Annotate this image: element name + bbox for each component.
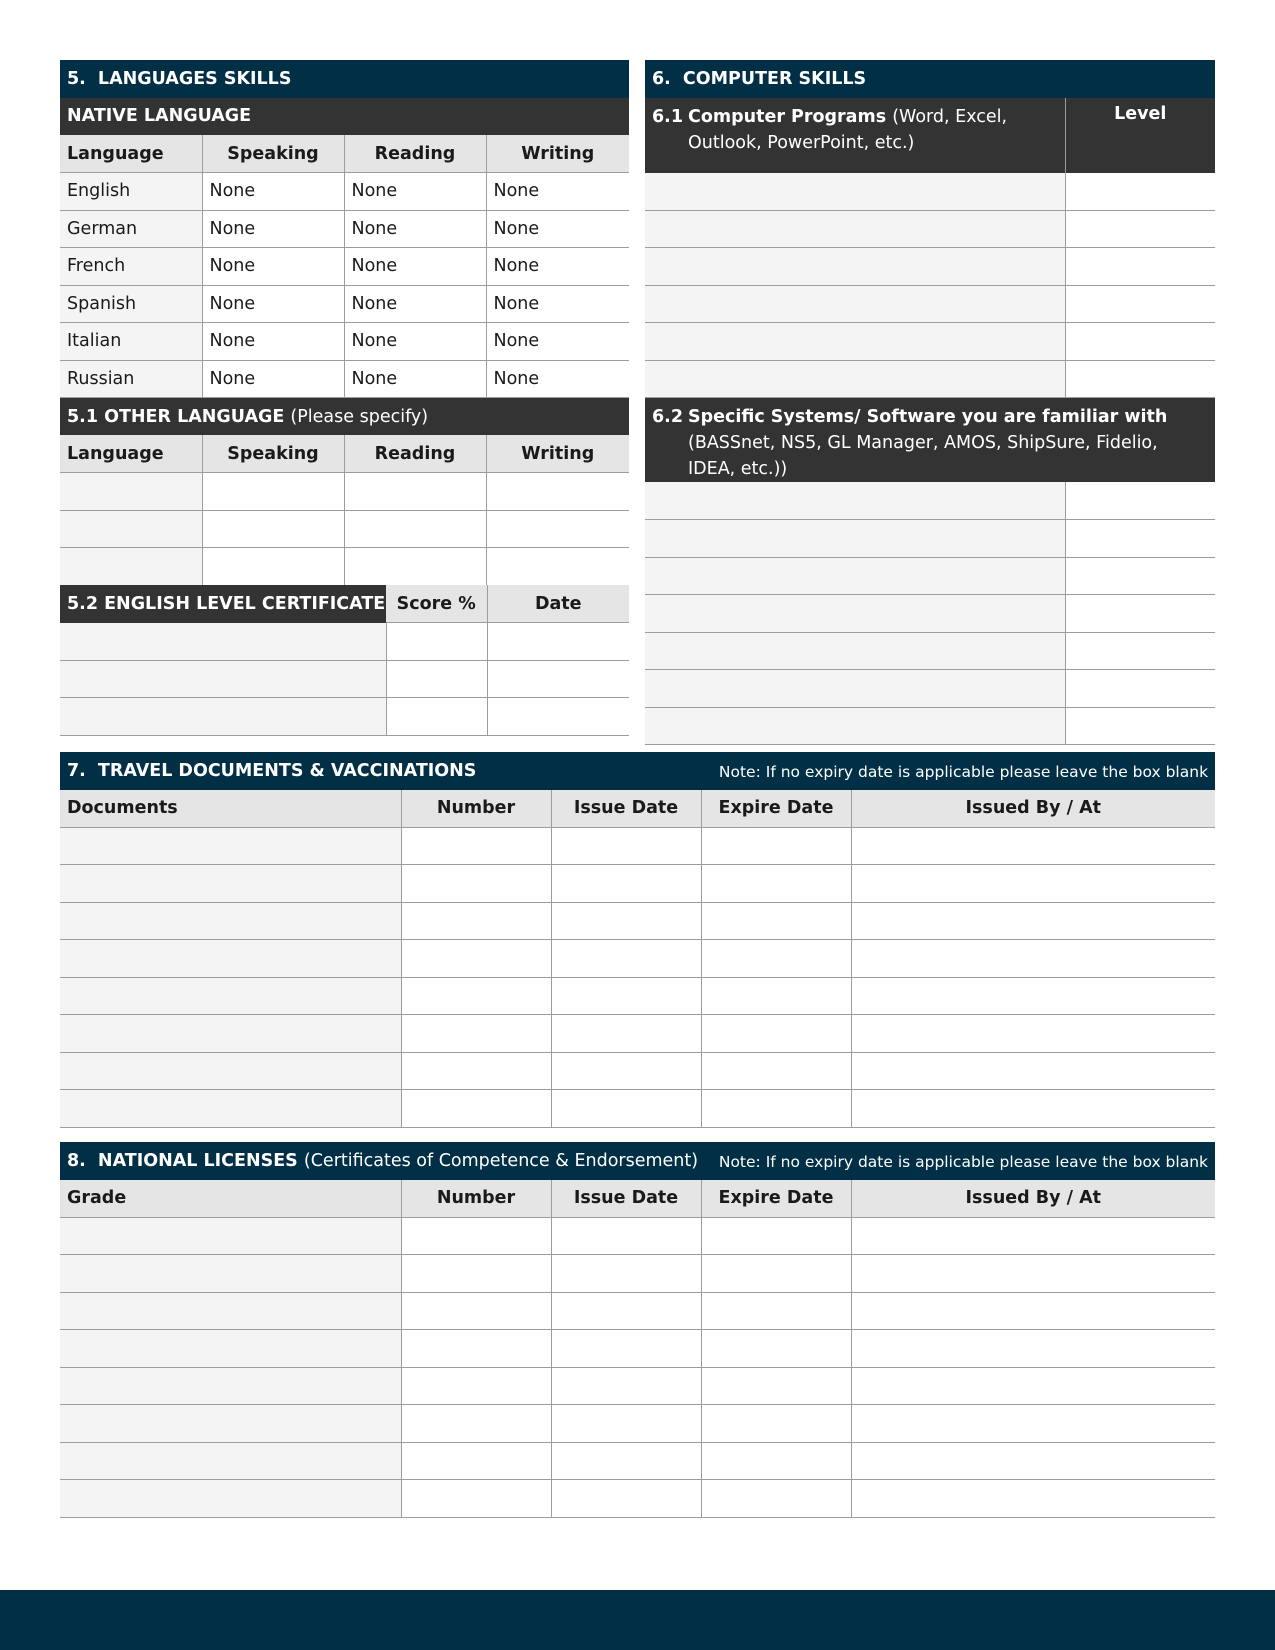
issued-by-field[interactable] xyxy=(851,1217,1215,1255)
reading-field[interactable]: None xyxy=(344,323,486,361)
reading-field[interactable]: None xyxy=(344,248,486,286)
level-field[interactable] xyxy=(1065,173,1215,211)
native-language-header: NATIVE LANGUAGE xyxy=(60,98,629,136)
issue-date-field[interactable] xyxy=(551,1255,701,1293)
level-field[interactable] xyxy=(1065,670,1215,708)
system-field[interactable] xyxy=(645,520,1065,558)
column-header: Writing xyxy=(486,135,629,173)
level-field[interactable] xyxy=(1065,520,1215,558)
national-licenses-table xyxy=(60,1142,1215,1518)
issue-date-field[interactable] xyxy=(551,1405,701,1443)
score-field[interactable] xyxy=(386,660,487,698)
table-row xyxy=(645,482,1215,520)
issue-date-field[interactable] xyxy=(551,1330,701,1368)
speaking-field[interactable]: None xyxy=(202,248,344,286)
section-title: LANGUAGES SKILLS xyxy=(97,68,292,89)
subsection-title: Specific Systems/ Software you are familiar with xyxy=(688,407,1168,427)
table-row xyxy=(60,285,629,323)
number-field[interactable] xyxy=(401,1442,551,1480)
program-field[interactable] xyxy=(645,210,1065,248)
table-row xyxy=(645,173,1215,211)
issue-date-field[interactable] xyxy=(551,977,701,1015)
expire-date-field[interactable] xyxy=(701,1367,851,1405)
expire-date-field[interactable] xyxy=(701,1480,851,1518)
program-field[interactable] xyxy=(645,173,1065,211)
table-row xyxy=(645,323,1215,361)
expire-date-field[interactable] xyxy=(701,827,851,865)
table-row xyxy=(60,173,629,211)
level-field[interactable] xyxy=(1065,323,1215,361)
language-cell: English xyxy=(60,173,202,211)
writing-field[interactable]: None xyxy=(486,285,629,323)
reading-field[interactable] xyxy=(344,510,486,548)
system-field[interactable] xyxy=(645,595,1065,633)
number-field[interactable] xyxy=(401,902,551,940)
table-row xyxy=(60,1367,1215,1405)
column-header: Speaking xyxy=(202,135,344,173)
column-header: Writing xyxy=(486,435,629,473)
expire-date-field[interactable] xyxy=(701,1405,851,1443)
number-field[interactable] xyxy=(401,1330,551,1368)
reading-field[interactable]: None xyxy=(344,210,486,248)
section-subtitle: (Certificates of Competence & Endorsement) xyxy=(303,1150,699,1171)
reading-field[interactable] xyxy=(344,548,486,586)
issued-by-field[interactable] xyxy=(851,1015,1215,1053)
column-header: Issued By / At xyxy=(851,1180,1215,1218)
column-header: Date xyxy=(487,585,629,623)
speaking-field[interactable] xyxy=(202,473,344,511)
number-field[interactable] xyxy=(401,865,551,903)
table-row xyxy=(60,1405,1215,1443)
travel-documents-table xyxy=(60,752,1215,1128)
column-header: Documents xyxy=(60,790,401,828)
section-number: 5. xyxy=(67,68,86,89)
subsection-number: 6.1 xyxy=(652,106,684,127)
section-8-header xyxy=(60,1142,1215,1180)
table-row xyxy=(645,210,1215,248)
writing-field[interactable]: None xyxy=(486,360,629,398)
table-row xyxy=(60,510,629,548)
number-field[interactable] xyxy=(401,1015,551,1053)
writing-field[interactable]: None xyxy=(486,173,629,211)
column-header: Reading xyxy=(344,135,486,173)
issued-by-field[interactable] xyxy=(851,1442,1215,1480)
languages-table xyxy=(60,60,629,586)
issued-by-field[interactable] xyxy=(851,1367,1215,1405)
table-row xyxy=(60,865,1215,903)
document-field[interactable] xyxy=(60,902,401,940)
table-row xyxy=(60,660,629,698)
computer-skills-table xyxy=(645,60,1215,745)
language-cell: Spanish xyxy=(60,285,202,323)
document-field[interactable] xyxy=(60,865,401,903)
writing-field[interactable]: None xyxy=(486,248,629,286)
column-header: Grade xyxy=(60,1180,401,1218)
level-field[interactable] xyxy=(1065,482,1215,520)
speaking-field[interactable]: None xyxy=(202,173,344,211)
score-field[interactable] xyxy=(386,698,487,736)
expire-date-field[interactable] xyxy=(701,1442,851,1480)
issued-by-field[interactable] xyxy=(851,1090,1215,1128)
writing-field[interactable]: None xyxy=(486,210,629,248)
issued-by-field[interactable] xyxy=(851,1330,1215,1368)
level-header: Level xyxy=(1065,98,1215,173)
level-field[interactable] xyxy=(1065,707,1215,745)
issue-date-field[interactable] xyxy=(551,1480,701,1518)
issue-date-field[interactable] xyxy=(551,940,701,978)
table-row xyxy=(60,210,629,248)
reading-field[interactable]: None xyxy=(344,173,486,211)
level-field[interactable] xyxy=(1065,210,1215,248)
issued-by-field[interactable] xyxy=(851,940,1215,978)
speaking-field[interactable]: None xyxy=(202,360,344,398)
number-field[interactable] xyxy=(401,977,551,1015)
system-field[interactable] xyxy=(645,632,1065,670)
section-title: TRAVEL DOCUMENTS & VACCINATIONS xyxy=(97,760,477,781)
english-certificate-table xyxy=(60,585,629,736)
level-field[interactable] xyxy=(1065,285,1215,323)
level-field[interactable] xyxy=(1065,248,1215,286)
other-language-hint: (Please specify) xyxy=(290,406,429,427)
table-row xyxy=(60,248,629,286)
document-field[interactable] xyxy=(60,1090,401,1128)
speaking-field[interactable] xyxy=(202,510,344,548)
table-row xyxy=(60,360,629,398)
section-title: NATIONAL LICENSES xyxy=(97,1150,298,1171)
column-header: Number xyxy=(401,790,551,828)
table-row xyxy=(60,698,629,736)
grade-field[interactable] xyxy=(60,1405,401,1443)
subsection-hint: (BASSnet, NS5, GL Manager, AMOS, ShipSure, Fidelio, IDEA, etc.)) xyxy=(688,433,1158,479)
expiry-note: Note: If no expiry date is applicable please leave the box blank xyxy=(718,762,1209,781)
document-field[interactable] xyxy=(60,827,401,865)
column-header: Expire Date xyxy=(701,790,851,828)
table-row xyxy=(60,1052,1215,1090)
column-header: Issue Date xyxy=(551,790,701,828)
issue-date-field[interactable] xyxy=(551,1052,701,1090)
table-row xyxy=(60,1442,1215,1480)
grade-field[interactable] xyxy=(60,1217,401,1255)
issue-date-field[interactable] xyxy=(551,1442,701,1480)
issued-by-field[interactable] xyxy=(851,1255,1215,1293)
table-row xyxy=(645,285,1215,323)
issued-by-field[interactable] xyxy=(851,827,1215,865)
table-row xyxy=(645,520,1215,558)
expire-date-field[interactable] xyxy=(701,1330,851,1368)
issue-date-field[interactable] xyxy=(551,1015,701,1053)
grade-field[interactable] xyxy=(60,1330,401,1368)
issue-date-field[interactable] xyxy=(551,1292,701,1330)
table-row xyxy=(60,1330,1215,1368)
language-cell: Russian xyxy=(60,360,202,398)
number-field[interactable] xyxy=(401,1480,551,1518)
table-row xyxy=(60,1255,1215,1293)
grade-field[interactable] xyxy=(60,1442,401,1480)
issue-date-field[interactable] xyxy=(551,902,701,940)
table-row xyxy=(645,248,1215,286)
writing-field[interactable] xyxy=(486,510,629,548)
issue-date-field[interactable] xyxy=(551,865,701,903)
table-row xyxy=(645,632,1215,670)
grade-field[interactable] xyxy=(60,1292,401,1330)
subsection-number: 6.2 xyxy=(652,407,684,427)
issued-by-field[interactable] xyxy=(851,977,1215,1015)
expire-date-field[interactable] xyxy=(701,977,851,1015)
language-cell: German xyxy=(60,210,202,248)
speaking-field[interactable] xyxy=(202,548,344,586)
number-field[interactable] xyxy=(401,1367,551,1405)
expire-date-field[interactable] xyxy=(701,1052,851,1090)
number-field[interactable] xyxy=(401,1255,551,1293)
table-row xyxy=(645,360,1215,398)
date-field[interactable] xyxy=(487,623,629,661)
document-field[interactable] xyxy=(60,940,401,978)
issued-by-field[interactable] xyxy=(851,1405,1215,1443)
section-5-header xyxy=(60,60,629,98)
expire-date-field[interactable] xyxy=(701,1292,851,1330)
number-field[interactable] xyxy=(401,1217,551,1255)
expire-date-field[interactable] xyxy=(701,1015,851,1053)
table-row xyxy=(60,473,629,511)
issued-by-field[interactable] xyxy=(851,1480,1215,1518)
certificate-field[interactable] xyxy=(60,660,386,698)
expire-date-field[interactable] xyxy=(701,1217,851,1255)
level-field[interactable] xyxy=(1065,632,1215,670)
table-row xyxy=(645,670,1215,708)
number-field[interactable] xyxy=(401,1405,551,1443)
number-field[interactable] xyxy=(401,827,551,865)
expire-date-field[interactable] xyxy=(701,1255,851,1293)
writing-field[interactable]: None xyxy=(486,323,629,361)
document-field[interactable] xyxy=(60,1052,401,1090)
section-7-header xyxy=(60,752,1215,790)
speaking-field[interactable]: None xyxy=(202,210,344,248)
grade-field[interactable] xyxy=(60,1480,401,1518)
issued-by-field[interactable] xyxy=(851,1292,1215,1330)
system-field[interactable] xyxy=(645,670,1065,708)
table-row xyxy=(645,707,1215,745)
section-number: 8. xyxy=(67,1150,86,1171)
table-row xyxy=(60,1090,1215,1128)
system-field[interactable] xyxy=(645,707,1065,745)
writing-field[interactable] xyxy=(486,548,629,586)
table-row xyxy=(60,323,629,361)
section-number: 6. xyxy=(652,68,671,89)
english-certificate-header: 5.2 ENGLISH LEVEL CERTIFICATE xyxy=(60,585,386,623)
table-row xyxy=(60,827,1215,865)
level-field[interactable] xyxy=(1065,595,1215,633)
footer-bar xyxy=(0,1590,1275,1650)
expire-date-field[interactable] xyxy=(701,940,851,978)
document-field[interactable] xyxy=(60,1015,401,1053)
certificate-field[interactable] xyxy=(60,698,386,736)
program-field[interactable] xyxy=(645,285,1065,323)
language-cell: French xyxy=(60,248,202,286)
certificate-field[interactable] xyxy=(60,623,386,661)
issue-date-field[interactable] xyxy=(551,1367,701,1405)
reading-field[interactable] xyxy=(344,473,486,511)
language-cell: Italian xyxy=(60,323,202,361)
program-field[interactable] xyxy=(645,248,1065,286)
column-header: Issued By / At xyxy=(851,790,1215,828)
subsection-hint: (Word, Excel, Outlook, PowerPoint, etc.) xyxy=(688,106,1008,153)
writing-field[interactable] xyxy=(486,473,629,511)
level-field[interactable] xyxy=(1065,557,1215,595)
language-field[interactable] xyxy=(60,510,202,548)
issue-date-field[interactable] xyxy=(551,1217,701,1255)
speaking-field[interactable]: None xyxy=(202,323,344,361)
table-row xyxy=(60,623,629,661)
program-field[interactable] xyxy=(645,323,1065,361)
column-header: Issue Date xyxy=(551,1180,701,1218)
table-row xyxy=(645,595,1215,633)
section-title: COMPUTER SKILLS xyxy=(682,68,867,89)
issue-date-field[interactable] xyxy=(551,827,701,865)
other-language-title: 5.1 OTHER LANGUAGE xyxy=(67,406,285,427)
issue-date-field[interactable] xyxy=(551,1090,701,1128)
date-field[interactable] xyxy=(487,660,629,698)
expire-date-field[interactable] xyxy=(701,1090,851,1128)
column-header: Language xyxy=(60,135,202,173)
score-field[interactable] xyxy=(386,623,487,661)
program-field[interactable] xyxy=(645,360,1065,398)
system-field[interactable] xyxy=(645,482,1065,520)
level-field[interactable] xyxy=(1065,360,1215,398)
table-row xyxy=(60,548,629,586)
grade-field[interactable] xyxy=(60,1367,401,1405)
number-field[interactable] xyxy=(401,940,551,978)
table-row xyxy=(60,902,1215,940)
expire-date-field[interactable] xyxy=(701,865,851,903)
table-row xyxy=(60,1480,1215,1518)
table-row xyxy=(60,1217,1215,1255)
table-row xyxy=(60,1292,1215,1330)
column-header: Reading xyxy=(344,435,486,473)
column-header: Language xyxy=(60,435,202,473)
issued-by-field[interactable] xyxy=(851,902,1215,940)
column-header: Speaking xyxy=(202,435,344,473)
computer-programs-header xyxy=(645,98,1065,173)
column-header: Score % xyxy=(386,585,487,623)
reading-field[interactable]: None xyxy=(344,360,486,398)
table-row xyxy=(60,1015,1215,1053)
system-field[interactable] xyxy=(645,557,1065,595)
table-row xyxy=(60,940,1215,978)
reading-field[interactable]: None xyxy=(344,285,486,323)
column-header: Number xyxy=(401,1180,551,1218)
table-row xyxy=(60,977,1215,1015)
document-field[interactable] xyxy=(60,977,401,1015)
other-language-header xyxy=(60,398,629,436)
specific-systems-header xyxy=(645,398,1215,483)
section-6-header xyxy=(645,60,1215,98)
column-header: Expire Date xyxy=(701,1180,851,1218)
section-number: 7. xyxy=(67,760,86,781)
issued-by-field[interactable] xyxy=(851,1052,1215,1090)
number-field[interactable] xyxy=(401,1052,551,1090)
number-field[interactable] xyxy=(401,1090,551,1128)
issued-by-field[interactable] xyxy=(851,865,1215,903)
subsection-title: Computer Programs xyxy=(688,106,887,127)
table-row xyxy=(645,557,1215,595)
language-field[interactable] xyxy=(60,473,202,511)
date-field[interactable] xyxy=(487,698,629,736)
number-field[interactable] xyxy=(401,1292,551,1330)
expire-date-field[interactable] xyxy=(701,902,851,940)
language-field[interactable] xyxy=(60,548,202,586)
expiry-note: Note: If no expiry date is applicable please leave the box blank xyxy=(718,1152,1208,1171)
grade-field[interactable] xyxy=(60,1255,401,1293)
speaking-field[interactable]: None xyxy=(202,285,344,323)
